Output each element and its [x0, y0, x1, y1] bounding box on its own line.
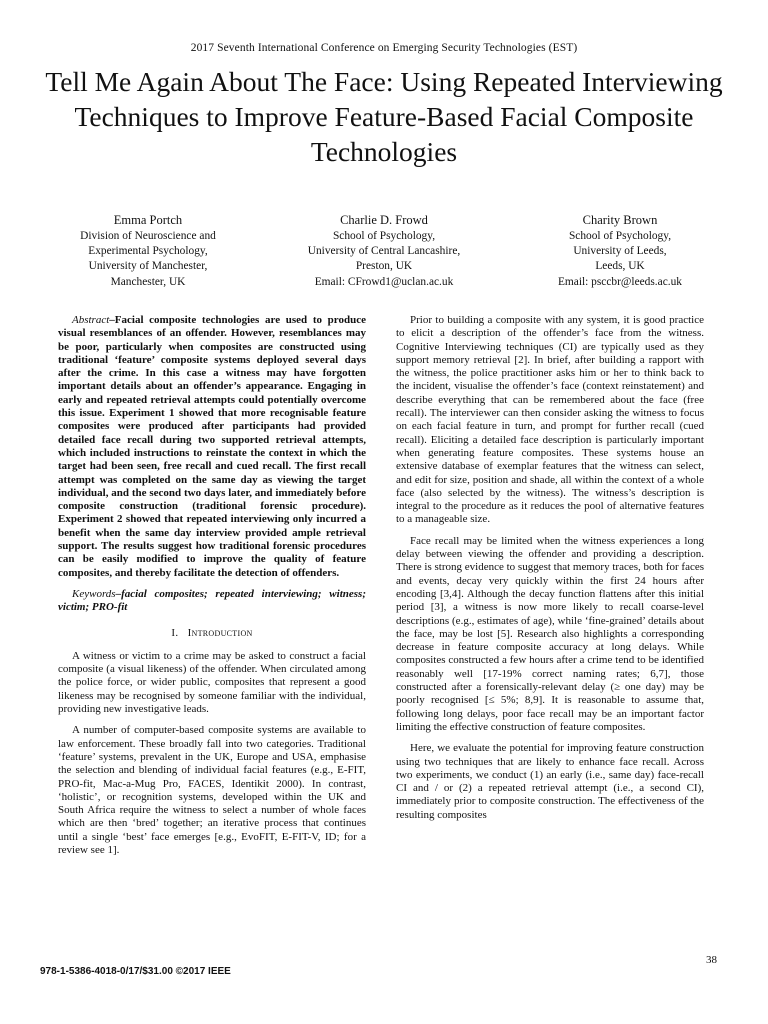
section-title: Introduction [187, 626, 253, 639]
author-1 [30, 212, 266, 290]
abstract-text: –Facial composite technologies are used to produce visual resemblances of an offender. However, resemblances may be poor, particularly when composites are constructed using traditional ‘feature’ composite systems deployed several days after the crime. In this case a witness may have forgotten important details about an offender’s appearance. Engaging in early and repeated retrieval attempts could potentially overcome this issue. Experiment 1 showed that more recognisable feature composites were produced after participants had provided detailed face recall during two supported retrieval attempts, which included instructions to reinstate the context in which the target had been seen, free recall and cued recall. The first recall attempt was completed on the same day as viewing the target individual, and the second two days later, and immediately before composite construction (traditional forensic procedure). Experiment 2 showed that repeated interviewing only incurred a benefit when the same day interview provided ample retrieval support. The results suggest how traditional forensic procedures can be easily modified to improve the quality of feature composites, and thereby facilitate the detection of offenders. [58, 314, 366, 579]
author-affiliation: Leeds, UK [595, 260, 645, 273]
author-3 [502, 212, 738, 290]
author-block [30, 212, 738, 290]
author-name: Charlie D. Frowd [340, 213, 428, 227]
author-name: Emma Portch [113, 213, 183, 227]
copyright-footer: 978-1-5386-4018-0/17/$31.00 ©2017 IEEE [40, 966, 231, 977]
body-paragraph: A witness or victim to a crime may be asked to construct a facial composite (a visual likeness) of the offender. When circulated among the police force, or wider public, composites that represent a good likeness may be recognised by someone familiar with the individual, providing new investigative leads. [58, 649, 366, 716]
author-affiliation: Experimental Psychology, [88, 245, 208, 258]
paper-title: Tell Me Again About The Face: Using Repeated Interviewing Techniques to Improve Feature-Based Facial Composite Technologies [45, 66, 723, 167]
section-number: I. [171, 626, 179, 639]
author-affiliation: University of Manchester, [88, 260, 208, 273]
body-paragraph: A number of computer-based composite systems are available to law enforcement. These broadly fall into two categories. Traditional ‘feature’ systems, prevalent in the UK, Europe and USA, emphasise the selection and blending of individual facial features (e.g., E-FIT, PRO-fit, Mac-a-Mug Pro, FACES, Identikit 2000). In contrast, ‘holistic’, or recognition systems, developed within the UK and South Africa require the witness to select a number of whole faces which are then ‘bred’ together; an iterative process that continues until a single ‘best’ face emerges [e.g., EvoFIT, E-FIT-V, ID; for a review see 1]. [58, 724, 366, 856]
author-affiliation: School of Psychology, [332, 230, 436, 242]
author-name: Charity Brown [582, 213, 658, 227]
author-email: Email: CFrowd1@uclan.ac.uk [314, 275, 454, 288]
author-affiliation: University of Leeds, [573, 245, 667, 258]
abstract [58, 314, 366, 580]
conference-header: 2017 Seventh International Conference on Emerging Security Technologies (EST) [190, 42, 578, 54]
author-affiliation: Division of Neuroscience and [80, 230, 216, 242]
author-affiliation: University of Central Lancashire, [307, 245, 461, 258]
section-heading [58, 627, 366, 640]
keywords [58, 588, 366, 615]
author-2 [266, 212, 502, 290]
left-column [58, 314, 366, 865]
author-affiliation: Preston, UK [355, 260, 413, 273]
author-email: Email: psccbr@leeds.ac.uk [557, 275, 683, 288]
body-paragraph: Face recall may be limited when the witness experiences a long delay between viewing the offender and providing a description. There is strong evidence to suggest that memory traces, both for faces and events, decay very quickly within the first 24 hours after encoding [3,4]. Although the decay function flattens after this initial period [3], a witness is now more likely to recall coarse-level descriptions (e.g., estimates of age), while ‘fine-grained’ details about the face, may be lost [5]. Research also highlights a corresponding decrease in feature composite accuracy at long delays. While composites constructed a few hours after a crime tend to be identified reasonably well [17-19% correct naming rates; 6,7], those constructed after a forensically-relevant delay (≥ one day) may be poorly recognised [≤ 5%; 8,9]. It is reasonable to assume that, following long delays, poor face recall may be an important factor limiting the effective construction of feature composites. [396, 534, 704, 733]
body-paragraph: Prior to building a composite with any system, it is good practice to elicit a description of the offender’s face from the witness. Cognitive Interviewing techniques (CI) are typically used as they support memory retrieval [2]. In brief, after building a rapport with the witness, the police practitioner asks him or her to think back to the incident, visualise the offender’s face (context reinstatement) and describe everything that can be remembered about the face (free recall). The interviewer can then consider asking the witness to focus on each facial feature in turn, and prompt for further recall (cued recall). Eliciting a detailed face description is particularly important when generating feature composites. These systems house an extensive database of exemplar features that the witness can select, and edit for size, position and shade, all within the context of a whole face (also selected by the witness). The witness’s description is integral to the procedure as it reduces the pool of alternative features to a manageable size. [396, 314, 704, 526]
author-affiliation: Manchester, UK [110, 275, 186, 288]
abstract-label: Abstract [72, 314, 110, 326]
keywords-text: –facial composites; repeated interviewing; witness; victim; PRO-fit [58, 587, 366, 614]
page-number: 38 [706, 954, 717, 966]
right-column [396, 314, 704, 830]
body-paragraph: Here, we evaluate the potential for improving feature construction using two techniques that are likely to enhance face recall. Across two experiments, we conduct (1) an early (i.e., same day) face-recall CI and / or (2) a repeated retrieval attempt (i.e., a second CI), immediately prior to composite construction. The effectiveness of the resulting composites [396, 742, 704, 821]
author-affiliation: School of Psychology, [568, 230, 672, 242]
keywords-label: Keywords [72, 587, 116, 600]
